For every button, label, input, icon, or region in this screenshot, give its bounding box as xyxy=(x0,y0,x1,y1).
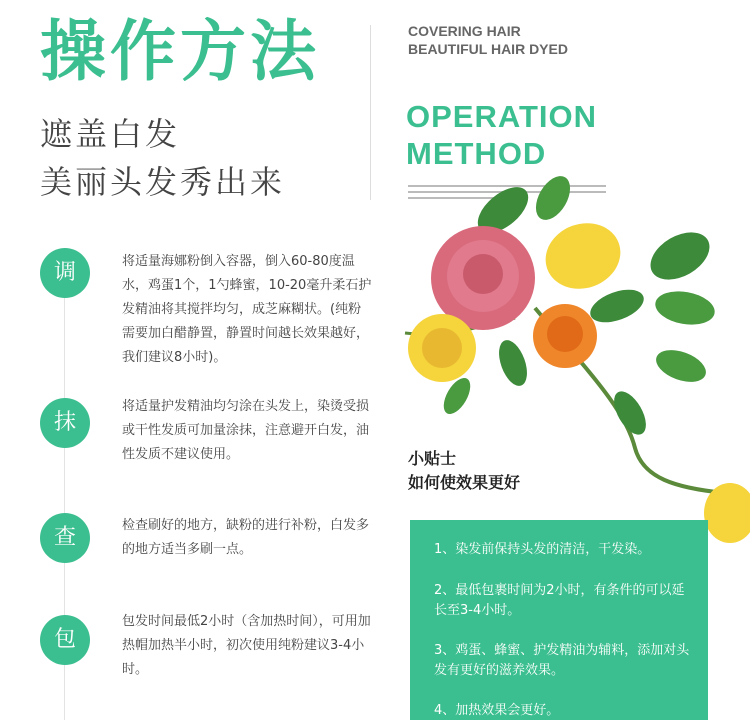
tip-item-1: 1、染发前保持头发的清洁，干发染。 xyxy=(434,542,651,557)
english-heading-line-1: OPERATION xyxy=(406,99,597,134)
tips-box xyxy=(410,520,708,720)
step-badge-2: 抹 xyxy=(40,398,90,448)
english-heading xyxy=(406,98,597,172)
english-tagline-line-2: BEAUTIFUL HAIR DYED xyxy=(408,41,568,57)
step-badge-4: 包 xyxy=(40,615,90,665)
tips-title-line-2: 如何使效果更好 xyxy=(408,473,521,492)
tip-item-3: 3、鸡蛋、蜂蜜、护发精油为辅料，添加对头发有更好的滋养效果。 xyxy=(434,643,690,678)
english-tagline xyxy=(408,22,568,58)
step-badge-3: 查 xyxy=(40,513,90,563)
step-badge-1: 调 xyxy=(40,248,90,298)
subtitle-line-1: 遮盖白发 xyxy=(40,115,181,153)
step-text-3: 检查刷好的地方，缺粉的进行补粉，白发多的地方适当多刷一点。 xyxy=(122,518,370,557)
step-text-4: 包发时间最低2小时（含加热时间），可用加热帽加热半小时，初次使用纯粉建议3-4小时。 xyxy=(122,614,371,677)
page-title: 操作方法 xyxy=(40,13,320,90)
step-text-2: 将适量护发精油均匀涂在头发上，染烫受损或干性发质可加量涂抹，注意避开白发，油性发质不建议使用。 xyxy=(122,399,370,462)
tip-item-4: 4、加热效果会更好。 xyxy=(434,703,560,718)
english-tagline-line-1: COVERING HAIR xyxy=(408,23,521,39)
tips-title xyxy=(408,447,520,495)
english-heading-line-2: METHOD xyxy=(406,136,547,171)
page-subtitle xyxy=(40,110,285,206)
tip-item-2: 2、最低包裹时间为2小时，有条件的可以延长至3-4小时。 xyxy=(434,583,685,618)
step-text-1: 将适量海娜粉倒入容器，倒入60-80度温水，鸡蛋1个，1勺蜂蜜，10-20毫升柔石护发精油将其搅拌均匀，成芝麻糊状。(纯粉需要加白醋静置，静置时间越长效果越好，我们建议8小时)。 xyxy=(122,254,372,365)
vertical-divider xyxy=(370,25,371,200)
subtitle-line-2: 美丽头发秀出来 xyxy=(40,163,286,201)
rose-bouquet-image xyxy=(385,168,750,553)
tips-title-line-1: 小贴士 xyxy=(408,449,457,468)
